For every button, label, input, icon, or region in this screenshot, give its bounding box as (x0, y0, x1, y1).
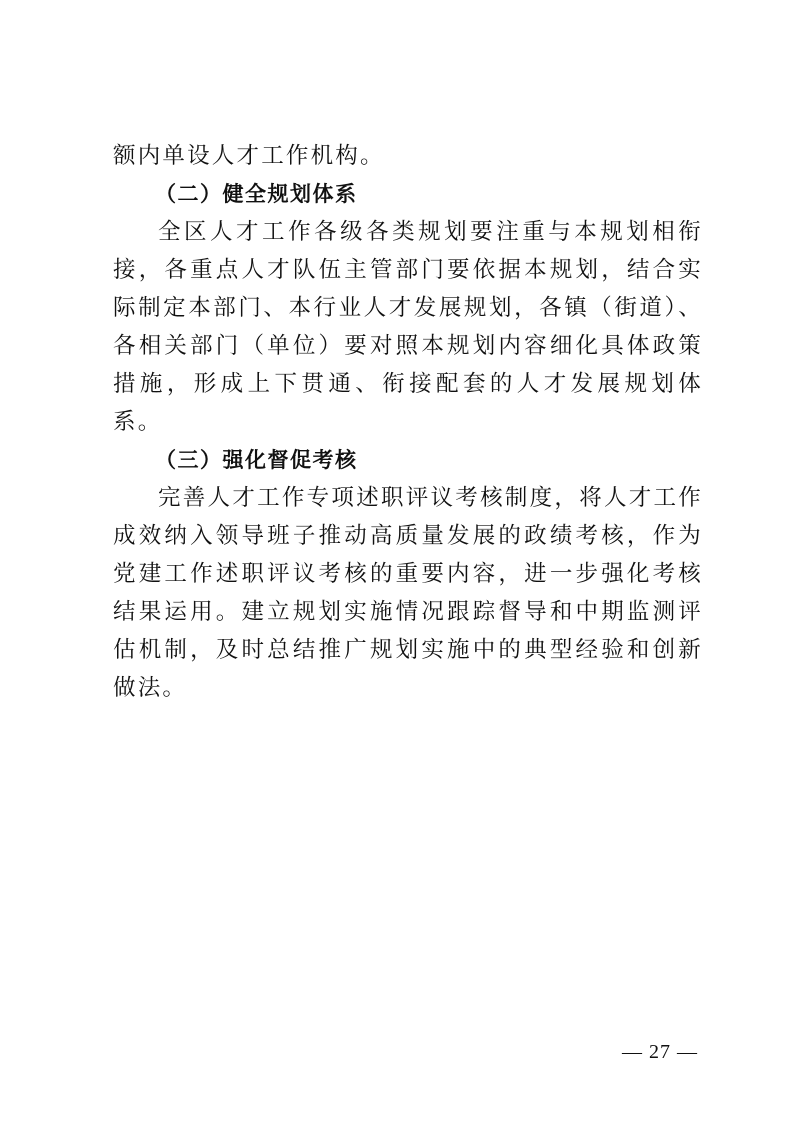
section-heading-2: （二）健全规划体系 (155, 182, 358, 206)
section-heading-3: （三）强化督促考核 (155, 448, 358, 472)
section-paragraph-3: 完善人才工作专项述职评议考核制度，将人才工作成效纳入领导班子推动高质量发展的政绩考核，作为党建工作述职评议考核的重要内容，进一步强化考核结果运用。建立规划实施情况跟踪督导和中期监测评估机制，及时总结推广规划实施中的典型经验和创新做法。 (113, 485, 703, 701)
section-paragraph-2: 全区人才工作各级各类规划要注重与本规划相衔接，各重点人才队伍主管部门要依据本规划，结合实际制定本部门、本行业人才发展规划，各镇（街道）、各相关部门（单位）要对照本规划内容细化具体政策措施，形成上下贯通、衔接配套的人才发展规划体系。 (113, 219, 703, 435)
body-text (113, 137, 703, 707)
continued-paragraph: 额内单设人才工作机构。 (113, 143, 385, 169)
page-number: — 27 — (622, 1041, 698, 1063)
